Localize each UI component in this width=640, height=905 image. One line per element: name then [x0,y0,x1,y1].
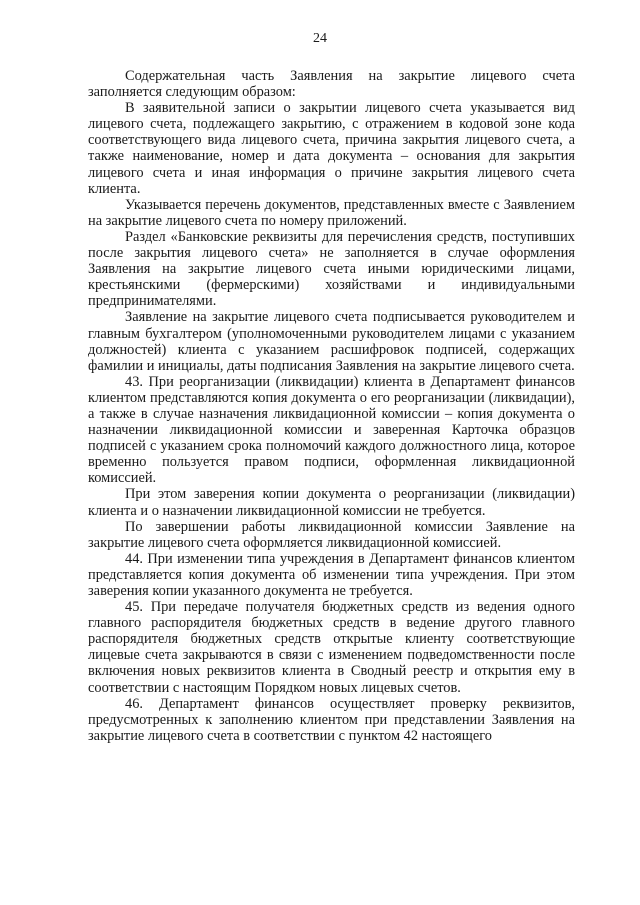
paragraph-documents-list: Указывается перечень документов, представленных вместе с Заявлением на закрытие лицевого счета по номеру приложений. [88,196,575,229]
paragraph-signatures: Заявление на закрытие лицевого счета подписывается руководителем и главным бухгалтером (уполномоченными руководителем лицами с указанием должностей) клиента с указанием расшифровок подписей, содержащих фамилии и инициалы, даты подписания Заявления на закрытие лицевого счета. [88,309,575,374]
paragraph-content-intro: Содержательная часть Заявления на закрытие лицевого счета заполняется следующим образом: [88,68,575,101]
paragraph-item-46: 46. Департамент финансов осуществляет проверку реквизитов, предусмотренных к заполнению клиентом при представлении Заявления на закрытие лицевого счета в соответствии с пунктом 42 настоящего [88,695,575,744]
paragraph-bank-details: Раздел «Банковские реквизиты для перечисления средств, поступивших после закрытия лицевого счета» не заполняется в случае оформления Заявления на закрытие лицевого счета иными юридическими лицами, крестьянскими (фермерскими) хозяйствами и индивидуальными предпринимателями. [88,228,575,310]
paragraph-applicant-record: В заявительной записи о закрытии лицевого счета указывается вид лицевого счета, подлежащего закрытию, с отражением в кодовой зоне кода соответствующего вида лицевого счета, причина закрытия лицевого счета, а также наименование, номер и дата документа – основания для закрытия лицевого счета и иная информация о причине закрытия лицевого счета клиента. [88,100,575,197]
paragraph-item-43-completion: По завершении работы ликвидационной комиссии Заявление на закрытие лицевого счета оформляется ликвидационной комиссией. [88,518,575,551]
paragraph-item-43-certification: При этом заверения копии документа о реорганизации (ликвидации) клиента и о назначении ликвидационной комиссии не требуется. [88,486,575,519]
paragraph-item-43: 43. При реорганизации (ликвидации) клиента в Департамент финансов клиентом представляются копия документа о его реорганизации (ликвидации), а также в случае назначения ликвидационной комиссии – копия документа о назначении ликвидационной комиссии и заверенная Карточка образцов подписей с указанием срока полномочий каждого должностного лица, которое временно пользуется правом подписи, оформленная ликвидационной комиссией. [88,373,575,487]
page-number: 24 [313,31,327,46]
document-body [88,68,575,744]
paragraph-item-45: 45. При передаче получателя бюджетных средств из ведения одного главного распорядителя бюджетных средств в ведение другого главного распорядителя бюджетных средств открытые клиенту соответствующие лицевые счета закрываются в связи с изменением подведомственности после включения новых реквизитов клиента в Сводный реестр и открытия ему в соответствии с настоящим Порядком новых лицевых счетов. [88,599,575,696]
paragraph-item-44: 44. При изменении типа учреждения в Департамент финансов клиентом представляется копия документа об изменении типа учреждения. При этом заверения копии указанного документа не требуется. [88,550,575,599]
